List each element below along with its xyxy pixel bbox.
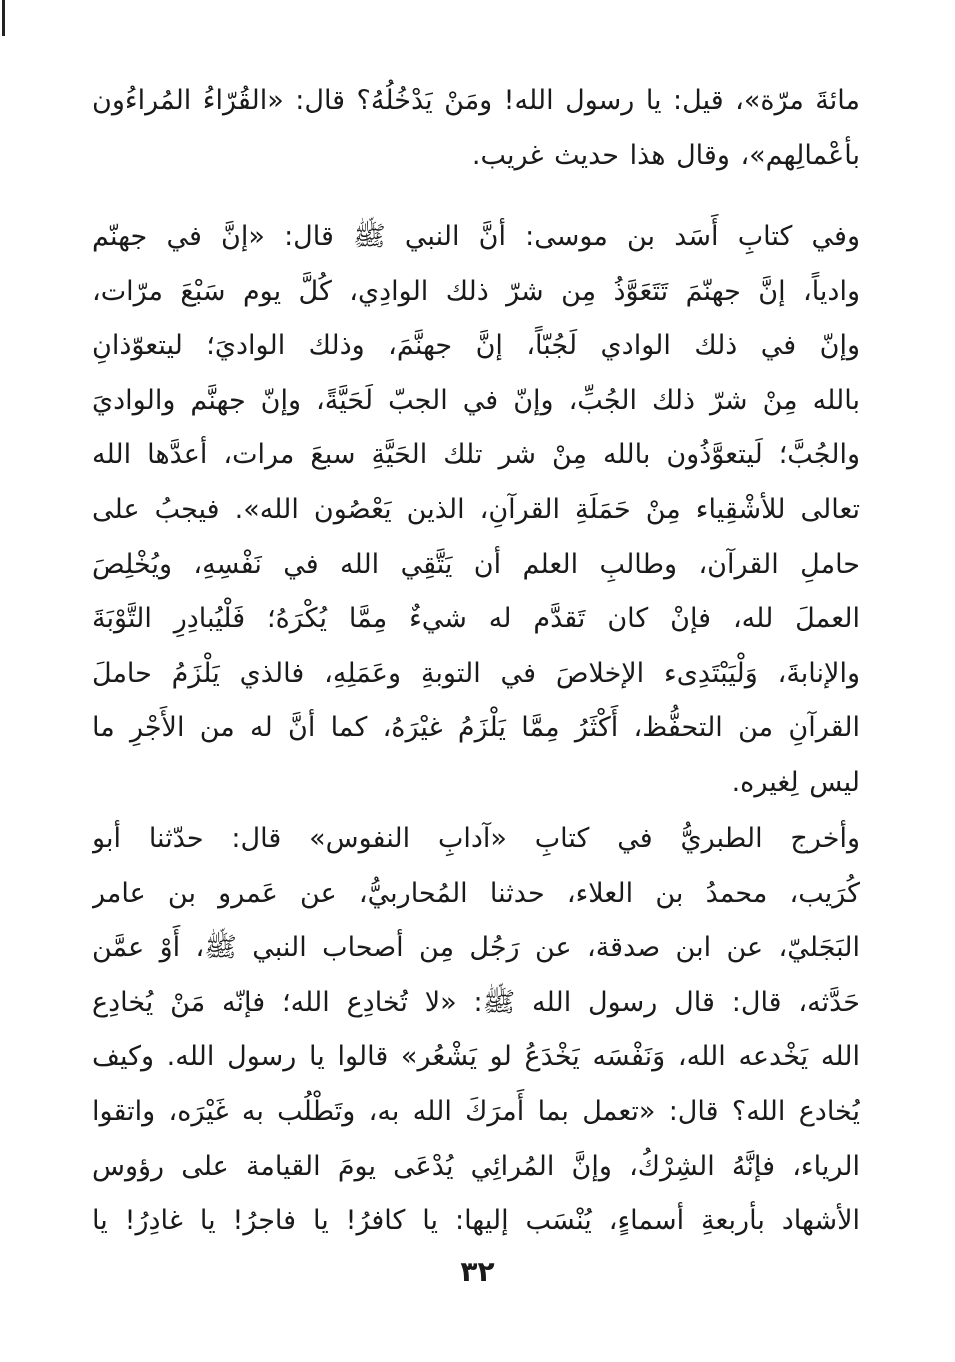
text-line: حَدَّثه، قال: قال رسول الله ﷺ: «لا تُخادِع الله؛ فإنّه مَنْ يُخادِع [92,986,860,1018]
text-line: حاملِ القرآن، وطالبِ العلم أن يَتَّقِي الله في نَفْسِهِ، ويُخْلِصَ [92,548,860,580]
text-line: مائةَ مرّة»، قيل: يا رسول الله! ومَنْ يَدْخُلُهُ؟ قال: «القُرّاءُ المُراءُون [92,85,860,116]
text-line: الأشهاد بأربعةِ أسماءٍ، يُنْسَب إليها: يا كافرُ! يا فاجرُ! يا غادِرُ! يا [92,1205,860,1237]
text-line: الله يَخْدعه الله، وَنَفْسَه يَخْدَعُ لو يَشْعُر» قالوا يا رسول الله. وكيف [92,1041,860,1073]
paragraph-3 [92,812,860,1249]
text-line: بالله مِنْ شرّ ذلك الجُبِّ، وإنّ في الجبّ لَحَيَّةً، وإنّ جهنَّم والواديَ [92,384,860,416]
text-line: والجُبَّ؛ لَيتعوَّذُون بالله مِنْ شر تلك الحَيَّةِ سبعَ مرات، أعدَّها الله [92,439,860,471]
text-line: وأخرج الطبريُّ في كتابِ «آدابِ النفوس» قال: حدّثنا أبو [92,823,860,854]
text-line: القرآنِ من التحفُّظ، أَكْثَرُ مِمَّا يَلْزَمُ غيْرَهُ، كما أنَّ له من الأَجْرِ ما [92,712,860,744]
text-line: وادياً، إنَّ جهنّمَ تَتَعَوَّذُ مِن شرّ ذلك الوادِي، كُلَّ يوم سَبْعَ مرّات، [92,275,860,307]
text-line: وفي كتابِ أَسَد بن موسى: أنَّ النبي ﷺ قال: «إنَّ في جهنّم [92,221,860,252]
scan-edge-mark [2,0,5,36]
text-line: البَجَليّ، عن ابن صدقة، عن رَجُل مِن أصحاب النبي ﷺ، أَوْ عمَّن [92,932,860,964]
page-number: ٣٢ [460,1255,495,1288]
paragraph-2 [92,210,860,811]
text-line: وإنّ في ذلك الوادي لَجُبّاً، إنَّ جهنَّمَ، وذلك الواديَ؛ ليتعوّذانِ [92,330,860,362]
text-line: ليس لِغيره. [731,766,860,798]
paragraph-1 [92,74,860,183]
text-line: يُخادع الله؟ قال: «تعمل بما أَمرَكَ الله به، وتَطْلُب به غَيْرَه، واتقوا [92,1095,860,1127]
text-line: تعالى للأشْقِياء مِنْ حَمَلَةِ القرآنِ، الذين يَعْصُون الله». فيجبُ على [92,493,860,525]
text-line: كُرَيب، محمدُ بن العلاء، حدثنا المُحاربيُّ، عن عَمرو بن عامر [92,877,860,909]
text-line: والإنابةَ، وَلْيَبْتَدِىء الإخلاصَ في التوبةِ وعَمَلِهِ، فالذي يَلْزَمُ حاملَ [92,657,860,689]
text-line: الرياء، فإنَّهُ الشِرْكُ، وإنَّ المُرائِي يُدْعَى يومَ القيامة على رؤوس [92,1150,860,1182]
text-line: العملَ لله، فإنْ كان تَقدَّم له شيءٌ مِمَّا يُكْرَهُ؛ فَلْيُبادِرِ التَّوْبَةَ [92,603,860,635]
text-line: بأعْمالِهم»، وقال هذا حديث غريب. [471,139,860,171]
